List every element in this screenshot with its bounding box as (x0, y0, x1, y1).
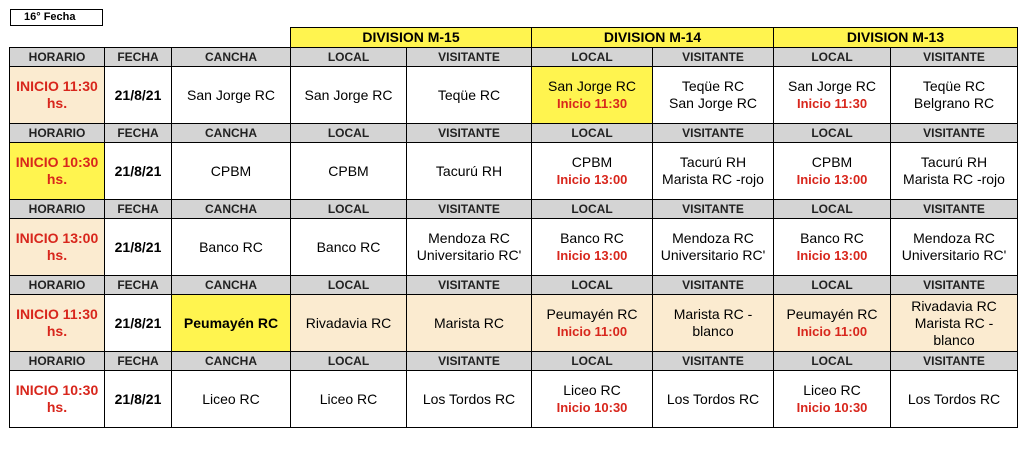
division-m14-header: DIVISION M-14 (532, 28, 774, 48)
column-header: HORARIO (10, 124, 105, 143)
team-name: CPBM (571, 154, 613, 170)
start-time: Inicio 13:00 (796, 248, 868, 263)
m15-local-cell (291, 219, 407, 276)
m15-local-cell (291, 295, 407, 352)
column-header: VISITANTE (891, 124, 1018, 143)
column-header: VISITANTE (653, 124, 774, 143)
m15-visit-cell (407, 67, 532, 124)
start-time: Inicio 11:30 (796, 96, 868, 111)
division-m13-header: DIVISION M-13 (774, 28, 1018, 48)
team-name: Banco RC (316, 238, 381, 255)
m13-local-cell (774, 143, 891, 200)
team-name: Tacurú RH (920, 154, 988, 170)
cancha-cell: San Jorge RC (172, 67, 291, 124)
team-name: blanco (692, 323, 734, 339)
team-name: Tacurú RH (679, 154, 747, 170)
m15-local-cell (291, 143, 407, 200)
match-row (10, 295, 1018, 352)
team-name: CPBM (328, 162, 369, 179)
column-header: LOCAL (774, 276, 891, 295)
column-header: CANCHA (172, 276, 291, 295)
column-header: FECHA (105, 276, 172, 295)
column-header: LOCAL (532, 276, 653, 295)
team-name: Marista RC -rojo (662, 171, 764, 187)
horario-text: INICIO 10:30 (15, 382, 99, 398)
team-name: Marista RC -rojo (903, 171, 1005, 187)
m15-local-cell (291, 371, 407, 428)
column-header: LOCAL (291, 200, 407, 219)
column-header: VISITANTE (891, 200, 1018, 219)
column-header: VISITANTE (653, 200, 774, 219)
team-name: Teqüe RC (437, 86, 501, 103)
column-header: LOCAL (774, 48, 891, 67)
m13-local-cell (774, 67, 891, 124)
horario-text: hs. (46, 171, 68, 187)
start-time: Inicio 11:00 (556, 324, 628, 339)
horario-text: INICIO 11:30 (16, 78, 98, 94)
team-name: Marista RC (433, 314, 504, 331)
team-name: Rivadavia RC (305, 314, 392, 331)
column-header: LOCAL (291, 352, 407, 371)
m15-local-cell (291, 67, 407, 124)
column-header: HORARIO (10, 352, 105, 371)
column-header: LOCAL (774, 352, 891, 371)
column-header: LOCAL (291, 276, 407, 295)
team-name: San Jorge RC (548, 78, 636, 94)
fecha-label: 16° Fecha (10, 9, 103, 26)
header-row (10, 48, 1018, 67)
start-time: Inicio 10:30 (556, 400, 628, 415)
horario-text: INICIO 11:30 (16, 306, 98, 322)
m15-visit-cell (407, 219, 532, 276)
m14-local-cell (532, 219, 653, 276)
horario-text: hs. (46, 323, 68, 339)
m13-visit-cell (891, 143, 1018, 200)
division-m15-header: DIVISION M-15 (291, 28, 532, 48)
team-name: Mendoza RC (428, 230, 510, 246)
horario-cell (10, 143, 105, 200)
column-header: VISITANTE (891, 276, 1018, 295)
column-header: LOCAL (532, 200, 653, 219)
column-header: HORARIO (10, 200, 105, 219)
column-header: LOCAL (291, 48, 407, 67)
team-name: Banco RC (560, 230, 624, 246)
column-header: VISITANTE (653, 276, 774, 295)
fecha-cell: 21/8/21 (105, 371, 172, 428)
column-header: LOCAL (532, 124, 653, 143)
start-time: Inicio 13:00 (556, 172, 628, 187)
m14-local-cell (532, 67, 653, 124)
column-header: CANCHA (172, 200, 291, 219)
column-header: VISITANTE (891, 48, 1018, 67)
team-name: Mendoza RC (913, 230, 995, 246)
m13-visit-cell (891, 371, 1018, 428)
cancha-cell: CPBM (172, 143, 291, 200)
match-row (10, 67, 1018, 124)
m14-local-cell (532, 295, 653, 352)
horario-cell (10, 371, 105, 428)
team-name: Los Tordos RC (907, 390, 1001, 407)
fecha-cell: 21/8/21 (105, 67, 172, 124)
header-row (10, 276, 1018, 295)
match-row (10, 143, 1018, 200)
cancha-cell: Banco RC (172, 219, 291, 276)
fecha-cell: 21/8/21 (105, 295, 172, 352)
team-name: Los Tordos RC (422, 390, 516, 407)
start-time: Inicio 11:00 (796, 324, 868, 339)
m13-local-cell (774, 295, 891, 352)
column-header: VISITANTE (653, 352, 774, 371)
column-header: FECHA (105, 124, 172, 143)
fecha-cell: 21/8/21 (105, 143, 172, 200)
division-header-row (10, 28, 1018, 48)
column-header: FECHA (105, 352, 172, 371)
team-name: blanco (933, 331, 975, 348)
team-name: Teqüe RC (922, 78, 986, 94)
column-header: FECHA (105, 200, 172, 219)
column-header: VISITANTE (653, 48, 774, 67)
team-name: Peumayén RC (546, 306, 638, 322)
column-header: VISITANTE (407, 276, 532, 295)
team-name: Mendoza RC (672, 230, 754, 246)
m13-visit-cell (891, 67, 1018, 124)
horario-cell (10, 295, 105, 352)
m15-visit-cell (407, 371, 532, 428)
cancha-cell: Peumayén RC (172, 295, 291, 352)
team-name: San Jorge RC (304, 86, 393, 103)
team-name: San Jorge RC (669, 95, 757, 111)
team-name: Marista RC - (914, 314, 994, 331)
m13-visit-cell (891, 295, 1018, 352)
horario-text: INICIO 13:00 (15, 230, 99, 246)
column-header: HORARIO (10, 48, 105, 67)
start-time: Inicio 13:00 (556, 248, 628, 263)
column-header: LOCAL (532, 352, 653, 371)
column-header: LOCAL (774, 124, 891, 143)
team-name: Universitario RC' (660, 247, 766, 263)
horario-cell (10, 67, 105, 124)
header-row (10, 124, 1018, 143)
column-header: CANCHA (172, 48, 291, 67)
column-header: CANCHA (172, 352, 291, 371)
column-header: LOCAL (532, 48, 653, 67)
horario-text: hs. (46, 247, 68, 263)
team-name: San Jorge RC (788, 78, 876, 94)
m13-local-cell (774, 219, 891, 276)
blank-corner (10, 28, 291, 48)
column-header: VISITANTE (407, 48, 532, 67)
m14-local-cell (532, 143, 653, 200)
m14-visit-cell (653, 67, 774, 124)
team-name: Liceo RC (563, 382, 621, 398)
m13-local-cell (774, 371, 891, 428)
column-header: VISITANTE (891, 352, 1018, 371)
team-name: Peumayén RC (786, 306, 878, 322)
column-header: LOCAL (291, 124, 407, 143)
m14-visit-cell (653, 371, 774, 428)
column-header: VISITANTE (407, 200, 532, 219)
m14-visit-cell (653, 295, 774, 352)
horario-text: hs. (46, 399, 68, 415)
m15-visit-cell (407, 295, 532, 352)
header-row (10, 352, 1018, 371)
m15-visit-cell (407, 143, 532, 200)
start-time: Inicio 11:30 (556, 96, 628, 111)
horario-text: INICIO 10:30 (15, 154, 99, 170)
column-header: VISITANTE (407, 124, 532, 143)
m14-local-cell (532, 371, 653, 428)
team-name: Marista RC - (673, 306, 753, 322)
horario-cell (10, 219, 105, 276)
column-header: LOCAL (774, 200, 891, 219)
column-header: CANCHA (172, 124, 291, 143)
team-name: Teqüe RC (681, 78, 745, 94)
column-header: FECHA (105, 48, 172, 67)
match-row (10, 371, 1018, 428)
cancha-cell: Liceo RC (172, 371, 291, 428)
match-row (10, 219, 1018, 276)
team-name: Universitario RC' (901, 247, 1007, 263)
column-header: VISITANTE (407, 352, 532, 371)
m14-visit-cell (653, 219, 774, 276)
start-time: Inicio 13:00 (796, 172, 868, 187)
team-name: Belgrano RC (913, 95, 995, 111)
schedule-table (9, 27, 1018, 428)
team-name: Liceo RC (803, 382, 861, 398)
column-header: HORARIO (10, 276, 105, 295)
fecha-cell: 21/8/21 (105, 219, 172, 276)
horario-text: hs. (46, 95, 68, 111)
team-name: Rivadavia RC (911, 297, 997, 314)
team-name: Los Tordos RC (666, 390, 760, 407)
m14-visit-cell (653, 143, 774, 200)
m13-visit-cell (891, 219, 1018, 276)
team-name: Universitario RC' (416, 247, 522, 263)
header-row (10, 200, 1018, 219)
team-name: Tacurú RH (435, 162, 503, 179)
start-time: Inicio 10:30 (796, 400, 868, 415)
team-name: Liceo RC (319, 390, 378, 407)
team-name: Banco RC (800, 230, 864, 246)
team-name: CPBM (811, 154, 853, 170)
